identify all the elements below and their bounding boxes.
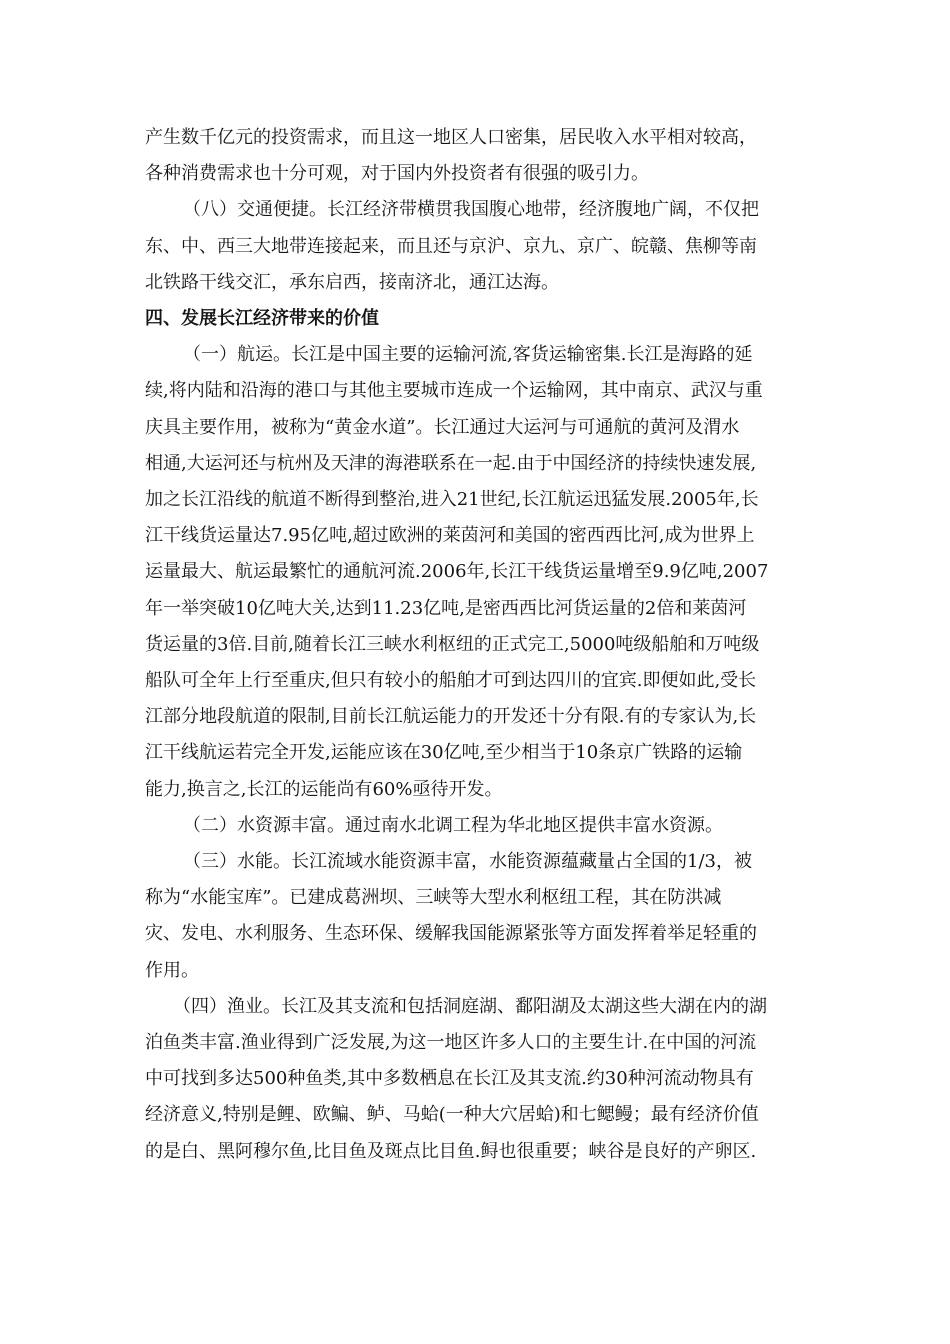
text-line: （四）渔业。长江及其支流和包括洞庭湖、鄱阳湖及太湖这些大湖在内的湖: [173, 995, 767, 1017]
text-line: 能力,换言之,长江的运能尚有60%亟待开发。: [145, 778, 503, 800]
paragraph-hydropower: [145, 844, 807, 989]
text-line: 江部分地段航道的限制,目前长江航运能力的开发还十分有限.有的专家认为,长: [145, 706, 757, 728]
text-line: 船队可全年上行至重庆,但只有较小的船舶才可到达四川的宜宾.即便如此,受长: [145, 670, 757, 692]
text-line: 称为“水能宝库”。已建成葛洲坝、三峡等大型水利枢纽工程，其在防洪减: [145, 887, 722, 909]
text-line: 泊鱼类丰富.渔业得到广泛发展,为这一地区许多人口的主要生计.在中国的河流: [145, 1032, 757, 1054]
text-line: （二）水资源丰富。通过南水北调工程为华北地区提供丰富水资源。: [183, 814, 723, 836]
section-heading: 四、发展长江经济带来的价值: [145, 308, 379, 330]
text-line: 作用。: [145, 959, 199, 981]
text-line: （八）交通便捷。长江经济带横贯我国腹心地带，经济腹地广阔，不仅把: [183, 199, 759, 221]
text-line: 灾、发电、水利服务、生态环保、缓解我国能源紧张等方面发挥着举足轻重的: [145, 923, 757, 945]
text-line: 江干线航运若完全开发,运能应该在30亿吨,至少相当于10条京广铁路的运输: [145, 742, 743, 764]
text-line: 的是白、黑阿穆尔鱼,比目鱼及斑点比目鱼.鲟也很重要；峡谷是良好的产卵区.: [145, 1140, 757, 1162]
text-line: 中可找到多达500种鱼类,其中多数栖息在长江及其支流.约30种河流动物具有: [145, 1068, 754, 1090]
text-line: （三）水能。长江流域水能资源丰富，水能资源蕴藏量占全国的1/3，被: [183, 851, 752, 873]
paragraph-shipping: [145, 337, 807, 808]
paragraph-fishery: [145, 989, 807, 1170]
text-line: 相通,大运河还与杭州及天津的海港联系在一起.由于中国经济的持续快速发展,: [145, 452, 757, 474]
text-line: 庆具主要作用，被称为“黄金水道”。长江通过大运河与可通航的黄河及渭水: [145, 416, 740, 438]
paragraph-water-resources: [145, 808, 807, 844]
text-line: 东、中、西三大地带连接起来，而且还与京沪、京九、京广、皖赣、焦柳等南: [145, 235, 757, 257]
text-line: 年一举突破10亿吨大关,达到11.23亿吨,是密西西比河货运量的2倍和莱茵河: [145, 597, 747, 619]
paragraph: [145, 120, 807, 192]
document-body: [145, 120, 807, 1170]
text-line: 产生数千亿元的投资需求，而且这一地区人口密集，居民收入水平相对较高，: [145, 127, 757, 148]
paragraph-transport: [145, 192, 807, 301]
text-line: 各种消费需求也十分可观，对于国内外投资者有很强的吸引力。: [145, 163, 649, 185]
text-line: 北铁路干线交汇，承东启西，接南济北，通江达海。: [145, 271, 559, 293]
text-line: 加之长江沿线的航道不断得到整治,进入21世纪,长江航运迅猛发展.2005年,长: [145, 489, 759, 511]
text-line: 经济意义,特别是鲤、欧鳊、鲈、马蛤(一种大穴居蛤)和七鳃鳗；最有经济价值: [145, 1104, 759, 1126]
text-line: 运量最大、航运最繁忙的通航河流.2006年,长江干线货运量增至9.9亿吨,2007: [145, 561, 769, 583]
text-line: 续,将内陆和沿海的港口与其他主要城市连成一个运输网，其中南京、武汉与重: [145, 380, 763, 402]
text-line: 江干线货运量达7.95亿吨,超过欧洲的莱茵河和美国的密西西比河,成为世界上: [145, 525, 755, 547]
text-line: （一）航运。长江是中国主要的运输河流,客货运输密集.长江是海路的延: [183, 344, 753, 366]
text-line: 货运量的3倍.目前,随着长江三峡水利枢纽的正式完工,5000吨级船舶和万吨级: [145, 633, 760, 655]
